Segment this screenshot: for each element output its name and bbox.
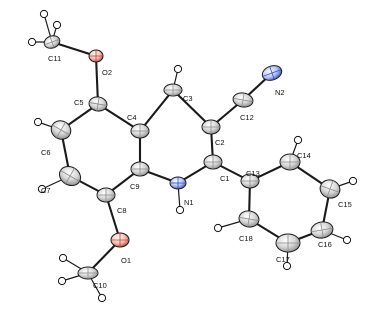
atom-label-c5: C5 (74, 98, 84, 107)
atom-c1 (204, 155, 222, 169)
atom-c15 (318, 177, 343, 201)
atom-o2 (89, 50, 103, 62)
hydrogen-atom (174, 65, 181, 72)
atom-label-c3: C3 (183, 94, 193, 103)
atom-label-c14: C14 (297, 151, 311, 160)
hydrogen-atom (214, 224, 221, 231)
atom-c2 (202, 120, 220, 134)
atom-label-c17: C17 (276, 255, 290, 264)
atom-label-c16: C16 (318, 240, 332, 249)
atom-label-c1: C1 (220, 174, 230, 183)
atom-label-c4: C4 (127, 113, 137, 122)
atom-label-c15: C15 (338, 200, 352, 209)
atom-label-c8: C8 (117, 206, 127, 215)
atom-c4 (131, 124, 149, 138)
hydrogen-atom (34, 118, 41, 125)
hydrogen-atom (58, 277, 65, 284)
hydrogen-atom (59, 254, 66, 261)
hydrogen-atom (349, 177, 356, 184)
hydrogen-atom (343, 236, 350, 243)
atom-label-o1: O1 (121, 256, 132, 265)
atom-n1 (170, 177, 186, 189)
hydrogen-atom (294, 136, 301, 143)
atom-label-c2: C2 (215, 138, 225, 147)
atom-c6 (48, 117, 74, 143)
atom-c18 (238, 209, 260, 228)
atom-label-n2: N2 (275, 88, 285, 97)
atom-label-o2: O2 (102, 68, 113, 77)
hydrogen-atom (40, 10, 47, 17)
hydrogen-atom (53, 21, 60, 28)
atom-c17 (276, 234, 300, 252)
atom-c7 (56, 163, 84, 190)
atom-c16 (310, 220, 334, 240)
atom-c9 (131, 162, 149, 176)
atom-label-n1: N1 (184, 198, 194, 207)
atom-c8 (97, 188, 115, 202)
atom-c10 (78, 267, 98, 279)
atom-label-c7: C7 (41, 186, 51, 195)
atom-label-c10: C10 (93, 281, 107, 290)
hydrogen-atom (28, 38, 35, 45)
hydrogen-atom (176, 206, 183, 213)
atom-o1 (111, 233, 129, 247)
atom-c3 (164, 84, 182, 96)
atom-label-c9: C9 (130, 182, 140, 191)
atom-label-c11: C11 (48, 54, 62, 63)
atom-c11 (42, 34, 61, 51)
atom-label-c12: C12 (240, 113, 254, 122)
atom-label-c6: C6 (41, 148, 51, 157)
atom-label-c13: C13 (246, 169, 260, 178)
hydrogen-atom (98, 294, 105, 301)
atom-label-c18: C18 (239, 234, 253, 243)
